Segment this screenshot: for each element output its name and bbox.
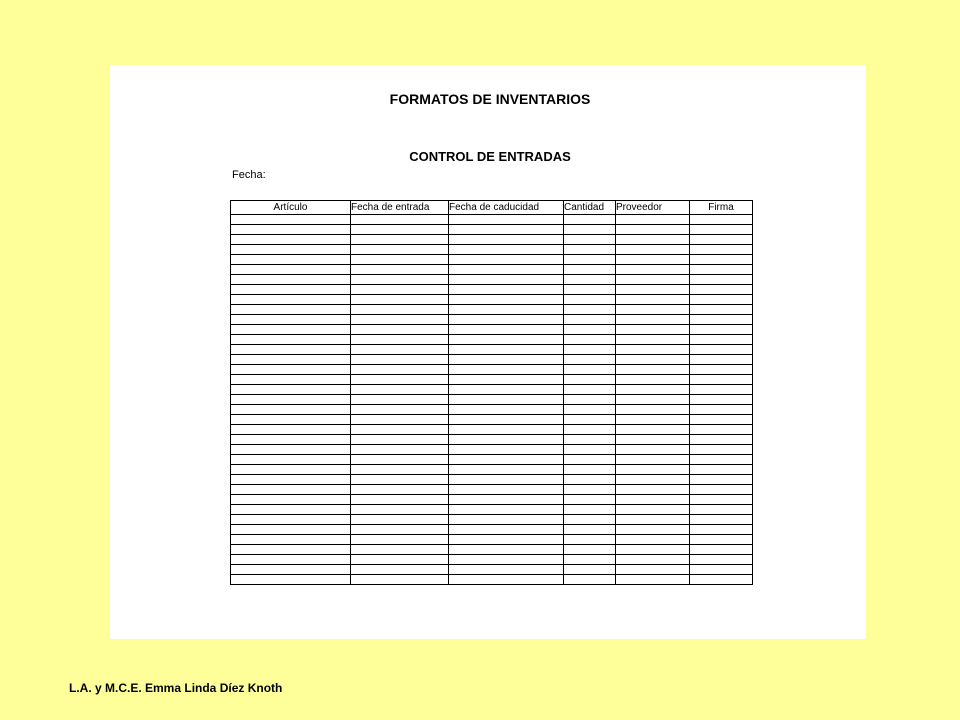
- table-row: [231, 285, 753, 295]
- table-cell: [690, 455, 753, 465]
- table-cell: [616, 215, 690, 225]
- table-row: [231, 235, 753, 245]
- table-cell: [231, 425, 351, 435]
- table-row: [231, 225, 753, 235]
- table-cell: [351, 265, 449, 275]
- table-cell: [231, 465, 351, 475]
- table-cell: [616, 515, 690, 525]
- table-cell: [690, 245, 753, 255]
- table-cell: [616, 415, 690, 425]
- table-cell: [690, 395, 753, 405]
- table-cell: [231, 295, 351, 305]
- table-row: [231, 485, 753, 495]
- table-cell: [616, 425, 690, 435]
- table-cell: [231, 215, 351, 225]
- table-cell: [231, 575, 351, 585]
- entries-table: [230, 200, 753, 585]
- table-cell: [616, 405, 690, 415]
- table-cell: [564, 315, 616, 325]
- table-cell: [231, 385, 351, 395]
- table-cell: [231, 485, 351, 495]
- table-cell: [449, 295, 564, 305]
- table-cell: [690, 385, 753, 395]
- table-cell: [690, 375, 753, 385]
- table-row: [231, 445, 753, 455]
- table-cell: [616, 345, 690, 355]
- table-cell: [231, 545, 351, 555]
- table-cell: [351, 455, 449, 465]
- table-cell: [616, 275, 690, 285]
- column-header: Proveedor: [616, 201, 690, 215]
- table-cell: [351, 365, 449, 375]
- table-cell: [449, 415, 564, 425]
- table-cell: [449, 545, 564, 555]
- table-cell: [690, 515, 753, 525]
- table-cell: [564, 345, 616, 355]
- table-cell: [351, 425, 449, 435]
- table-row: [231, 335, 753, 345]
- table-cell: [449, 385, 564, 395]
- table-cell: [449, 235, 564, 245]
- table-row: [231, 455, 753, 465]
- table-cell: [564, 255, 616, 265]
- table-cell: [351, 285, 449, 295]
- table-cell: [351, 275, 449, 285]
- table-cell: [231, 355, 351, 365]
- table-cell: [690, 555, 753, 565]
- table-cell: [690, 225, 753, 235]
- table-cell: [690, 525, 753, 535]
- table-cell: [231, 555, 351, 565]
- table-cell: [690, 315, 753, 325]
- table-cell: [690, 335, 753, 345]
- table-cell: [564, 565, 616, 575]
- table-cell: [231, 495, 351, 505]
- table-cell: [564, 495, 616, 505]
- table-cell: [449, 365, 564, 375]
- table-cell: [616, 295, 690, 305]
- table-cell: [616, 565, 690, 575]
- table-row: [231, 395, 753, 405]
- table-row: [231, 575, 753, 585]
- table-cell: [449, 215, 564, 225]
- table-cell: [616, 285, 690, 295]
- document-subtitle: CONTROL DE ENTRADAS: [409, 149, 571, 164]
- date-label: Fecha:: [232, 169, 266, 181]
- table-body: [231, 215, 753, 585]
- column-header: Artículo: [231, 201, 351, 215]
- table-cell: [616, 245, 690, 255]
- table-cell: [231, 525, 351, 535]
- table-row: [231, 475, 753, 485]
- table-cell: [351, 385, 449, 395]
- table-cell: [564, 395, 616, 405]
- table-cell: [564, 555, 616, 565]
- table-cell: [231, 285, 351, 295]
- table-row: [231, 255, 753, 265]
- table-cell: [616, 455, 690, 465]
- table-cell: [616, 435, 690, 445]
- table-cell: [616, 305, 690, 315]
- table-cell: [616, 325, 690, 335]
- table-cell: [351, 315, 449, 325]
- table-cell: [616, 525, 690, 535]
- table-cell: [564, 545, 616, 555]
- table-cell: [616, 225, 690, 235]
- table-cell: [564, 335, 616, 345]
- table-cell: [231, 415, 351, 425]
- table-cell: [449, 505, 564, 515]
- table-cell: [231, 445, 351, 455]
- table-row: [231, 355, 753, 365]
- table-cell: [690, 275, 753, 285]
- table-cell: [616, 365, 690, 375]
- table-cell: [616, 395, 690, 405]
- table-cell: [449, 465, 564, 475]
- table-cell: [351, 325, 449, 335]
- table-cell: [564, 265, 616, 275]
- table-cell: [616, 545, 690, 555]
- table-cell: [690, 265, 753, 275]
- table-cell: [351, 475, 449, 485]
- table-row: [231, 425, 753, 435]
- table-cell: [231, 565, 351, 575]
- table-row: [231, 495, 753, 505]
- table-cell: [449, 325, 564, 335]
- table-row: [231, 505, 753, 515]
- table-cell: [690, 535, 753, 545]
- table-cell: [231, 335, 351, 345]
- table-cell: [351, 215, 449, 225]
- table-cell: [690, 365, 753, 375]
- table-cell: [351, 465, 449, 475]
- table-cell: [351, 355, 449, 365]
- table-cell: [351, 255, 449, 265]
- table-cell: [449, 275, 564, 285]
- table-cell: [690, 435, 753, 445]
- table-cell: [616, 535, 690, 545]
- table-row: [231, 525, 753, 535]
- table-cell: [690, 445, 753, 455]
- table-cell: [564, 535, 616, 545]
- table-cell: [231, 475, 351, 485]
- table-row: [231, 315, 753, 325]
- table-cell: [690, 465, 753, 475]
- table-cell: [564, 405, 616, 415]
- table-cell: [351, 555, 449, 565]
- table-row: [231, 375, 753, 385]
- table-cell: [231, 405, 351, 415]
- table-cell: [616, 265, 690, 275]
- table-cell: [564, 325, 616, 335]
- table-cell: [564, 245, 616, 255]
- table-cell: [564, 525, 616, 535]
- table-cell: [449, 435, 564, 445]
- table-cell: [616, 335, 690, 345]
- table-cell: [449, 405, 564, 415]
- column-header: Fecha de caducidad: [449, 201, 564, 215]
- table-cell: [564, 295, 616, 305]
- table-cell: [449, 515, 564, 525]
- table-cell: [449, 525, 564, 535]
- table-cell: [690, 255, 753, 265]
- table-cell: [690, 305, 753, 315]
- table-cell: [231, 245, 351, 255]
- table-cell: [690, 415, 753, 425]
- table-cell: [564, 475, 616, 485]
- table-cell: [564, 465, 616, 475]
- table-cell: [231, 375, 351, 385]
- table-cell: [616, 445, 690, 455]
- table-cell: [564, 415, 616, 425]
- column-header: Fecha de entrada: [351, 201, 449, 215]
- table-cell: [449, 495, 564, 505]
- table-row: [231, 555, 753, 565]
- table-cell: [231, 365, 351, 375]
- table-cell: [690, 505, 753, 515]
- table-row: [231, 565, 753, 575]
- table-cell: [449, 445, 564, 455]
- table-cell: [616, 355, 690, 365]
- table-cell: [351, 545, 449, 555]
- table-cell: [231, 455, 351, 465]
- table-row: [231, 345, 753, 355]
- table-row: [231, 295, 753, 305]
- table-cell: [351, 565, 449, 575]
- table-cell: [449, 355, 564, 365]
- table-cell: [449, 285, 564, 295]
- table-cell: [449, 575, 564, 585]
- table-cell: [449, 455, 564, 465]
- table-cell: [351, 375, 449, 385]
- table-cell: [351, 345, 449, 355]
- table-cell: [449, 535, 564, 545]
- table-row: [231, 325, 753, 335]
- table-cell: [564, 215, 616, 225]
- table-cell: [616, 255, 690, 265]
- table-cell: [449, 245, 564, 255]
- table-cell: [690, 235, 753, 245]
- table-row: [231, 275, 753, 285]
- table-cell: [231, 275, 351, 285]
- table-cell: [690, 425, 753, 435]
- table-row: [231, 305, 753, 315]
- table-cell: [564, 275, 616, 285]
- table-cell: [564, 285, 616, 295]
- table-cell: [564, 445, 616, 455]
- table-row: [231, 415, 753, 425]
- table-cell: [231, 315, 351, 325]
- column-header: Firma: [690, 201, 753, 215]
- table-cell: [231, 305, 351, 315]
- table-cell: [690, 295, 753, 305]
- table-cell: [690, 475, 753, 485]
- table-row: [231, 535, 753, 545]
- table-row: [231, 265, 753, 275]
- table-cell: [564, 385, 616, 395]
- table-cell: [351, 235, 449, 245]
- table-header-row: [231, 201, 753, 215]
- table-cell: [690, 325, 753, 335]
- table-cell: [564, 485, 616, 495]
- table-cell: [690, 485, 753, 495]
- table-cell: [449, 335, 564, 345]
- table-cell: [351, 445, 449, 455]
- table-row: [231, 405, 753, 415]
- table-row: [231, 365, 753, 375]
- table-row: [231, 465, 753, 475]
- table-cell: [231, 325, 351, 335]
- table-cell: [231, 535, 351, 545]
- table-cell: [449, 225, 564, 235]
- table-cell: [449, 345, 564, 355]
- table-cell: [231, 505, 351, 515]
- table-cell: [231, 225, 351, 235]
- table-cell: [616, 375, 690, 385]
- table-cell: [564, 455, 616, 465]
- table-cell: [690, 345, 753, 355]
- author-footer: L.A. y M.C.E. Emma Linda Díez Knoth: [69, 681, 283, 695]
- table-cell: [351, 435, 449, 445]
- table-row: [231, 215, 753, 225]
- table-cell: [449, 265, 564, 275]
- table-cell: [690, 405, 753, 415]
- table-cell: [690, 285, 753, 295]
- inventory-form-sheet: [110, 65, 866, 639]
- table-cell: [351, 335, 449, 345]
- table-row: [231, 515, 753, 525]
- table-cell: [690, 565, 753, 575]
- table-cell: [449, 255, 564, 265]
- table-cell: [449, 555, 564, 565]
- table-cell: [690, 575, 753, 585]
- table-cell: [351, 485, 449, 495]
- table-cell: [564, 425, 616, 435]
- table-cell: [449, 425, 564, 435]
- table-cell: [449, 375, 564, 385]
- table-cell: [564, 375, 616, 385]
- table-cell: [351, 515, 449, 525]
- table-cell: [351, 575, 449, 585]
- table-cell: [351, 525, 449, 535]
- table-cell: [231, 345, 351, 355]
- table-cell: [616, 555, 690, 565]
- document-title: FORMATOS DE INVENTARIOS: [389, 91, 591, 107]
- table-cell: [564, 435, 616, 445]
- table-cell: [449, 485, 564, 495]
- table-cell: [449, 315, 564, 325]
- table-cell: [564, 225, 616, 235]
- table-cell: [449, 305, 564, 315]
- table-cell: [351, 505, 449, 515]
- table-cell: [231, 395, 351, 405]
- table-cell: [351, 395, 449, 405]
- table-cell: [449, 565, 564, 575]
- table-cell: [351, 305, 449, 315]
- table-cell: [449, 395, 564, 405]
- table-cell: [351, 225, 449, 235]
- table-cell: [616, 495, 690, 505]
- table-cell: [231, 435, 351, 445]
- table-cell: [616, 575, 690, 585]
- table-cell: [231, 235, 351, 245]
- table-cell: [231, 515, 351, 525]
- table-row: [231, 435, 753, 445]
- table-cell: [351, 495, 449, 505]
- table-cell: [564, 305, 616, 315]
- table-cell: [690, 545, 753, 555]
- table-row: [231, 385, 753, 395]
- table-cell: [690, 355, 753, 365]
- table-cell: [690, 495, 753, 505]
- table-cell: [616, 465, 690, 475]
- table-cell: [564, 515, 616, 525]
- table-cell: [351, 535, 449, 545]
- table-cell: [616, 505, 690, 515]
- table-cell: [564, 505, 616, 515]
- table-cell: [616, 475, 690, 485]
- table-cell: [351, 415, 449, 425]
- table-cell: [449, 475, 564, 485]
- table-cell: [231, 255, 351, 265]
- table-cell: [564, 235, 616, 245]
- table-cell: [616, 315, 690, 325]
- table-cell: [564, 355, 616, 365]
- table-cell: [690, 215, 753, 225]
- table-cell: [616, 235, 690, 245]
- table-cell: [231, 265, 351, 275]
- table-cell: [564, 575, 616, 585]
- table-cell: [564, 365, 616, 375]
- table-row: [231, 245, 753, 255]
- column-header: Cantidad: [564, 201, 616, 215]
- table-row: [231, 545, 753, 555]
- table-cell: [616, 485, 690, 495]
- table-cell: [351, 295, 449, 305]
- table-cell: [351, 245, 449, 255]
- table-cell: [351, 405, 449, 415]
- table-cell: [616, 385, 690, 395]
